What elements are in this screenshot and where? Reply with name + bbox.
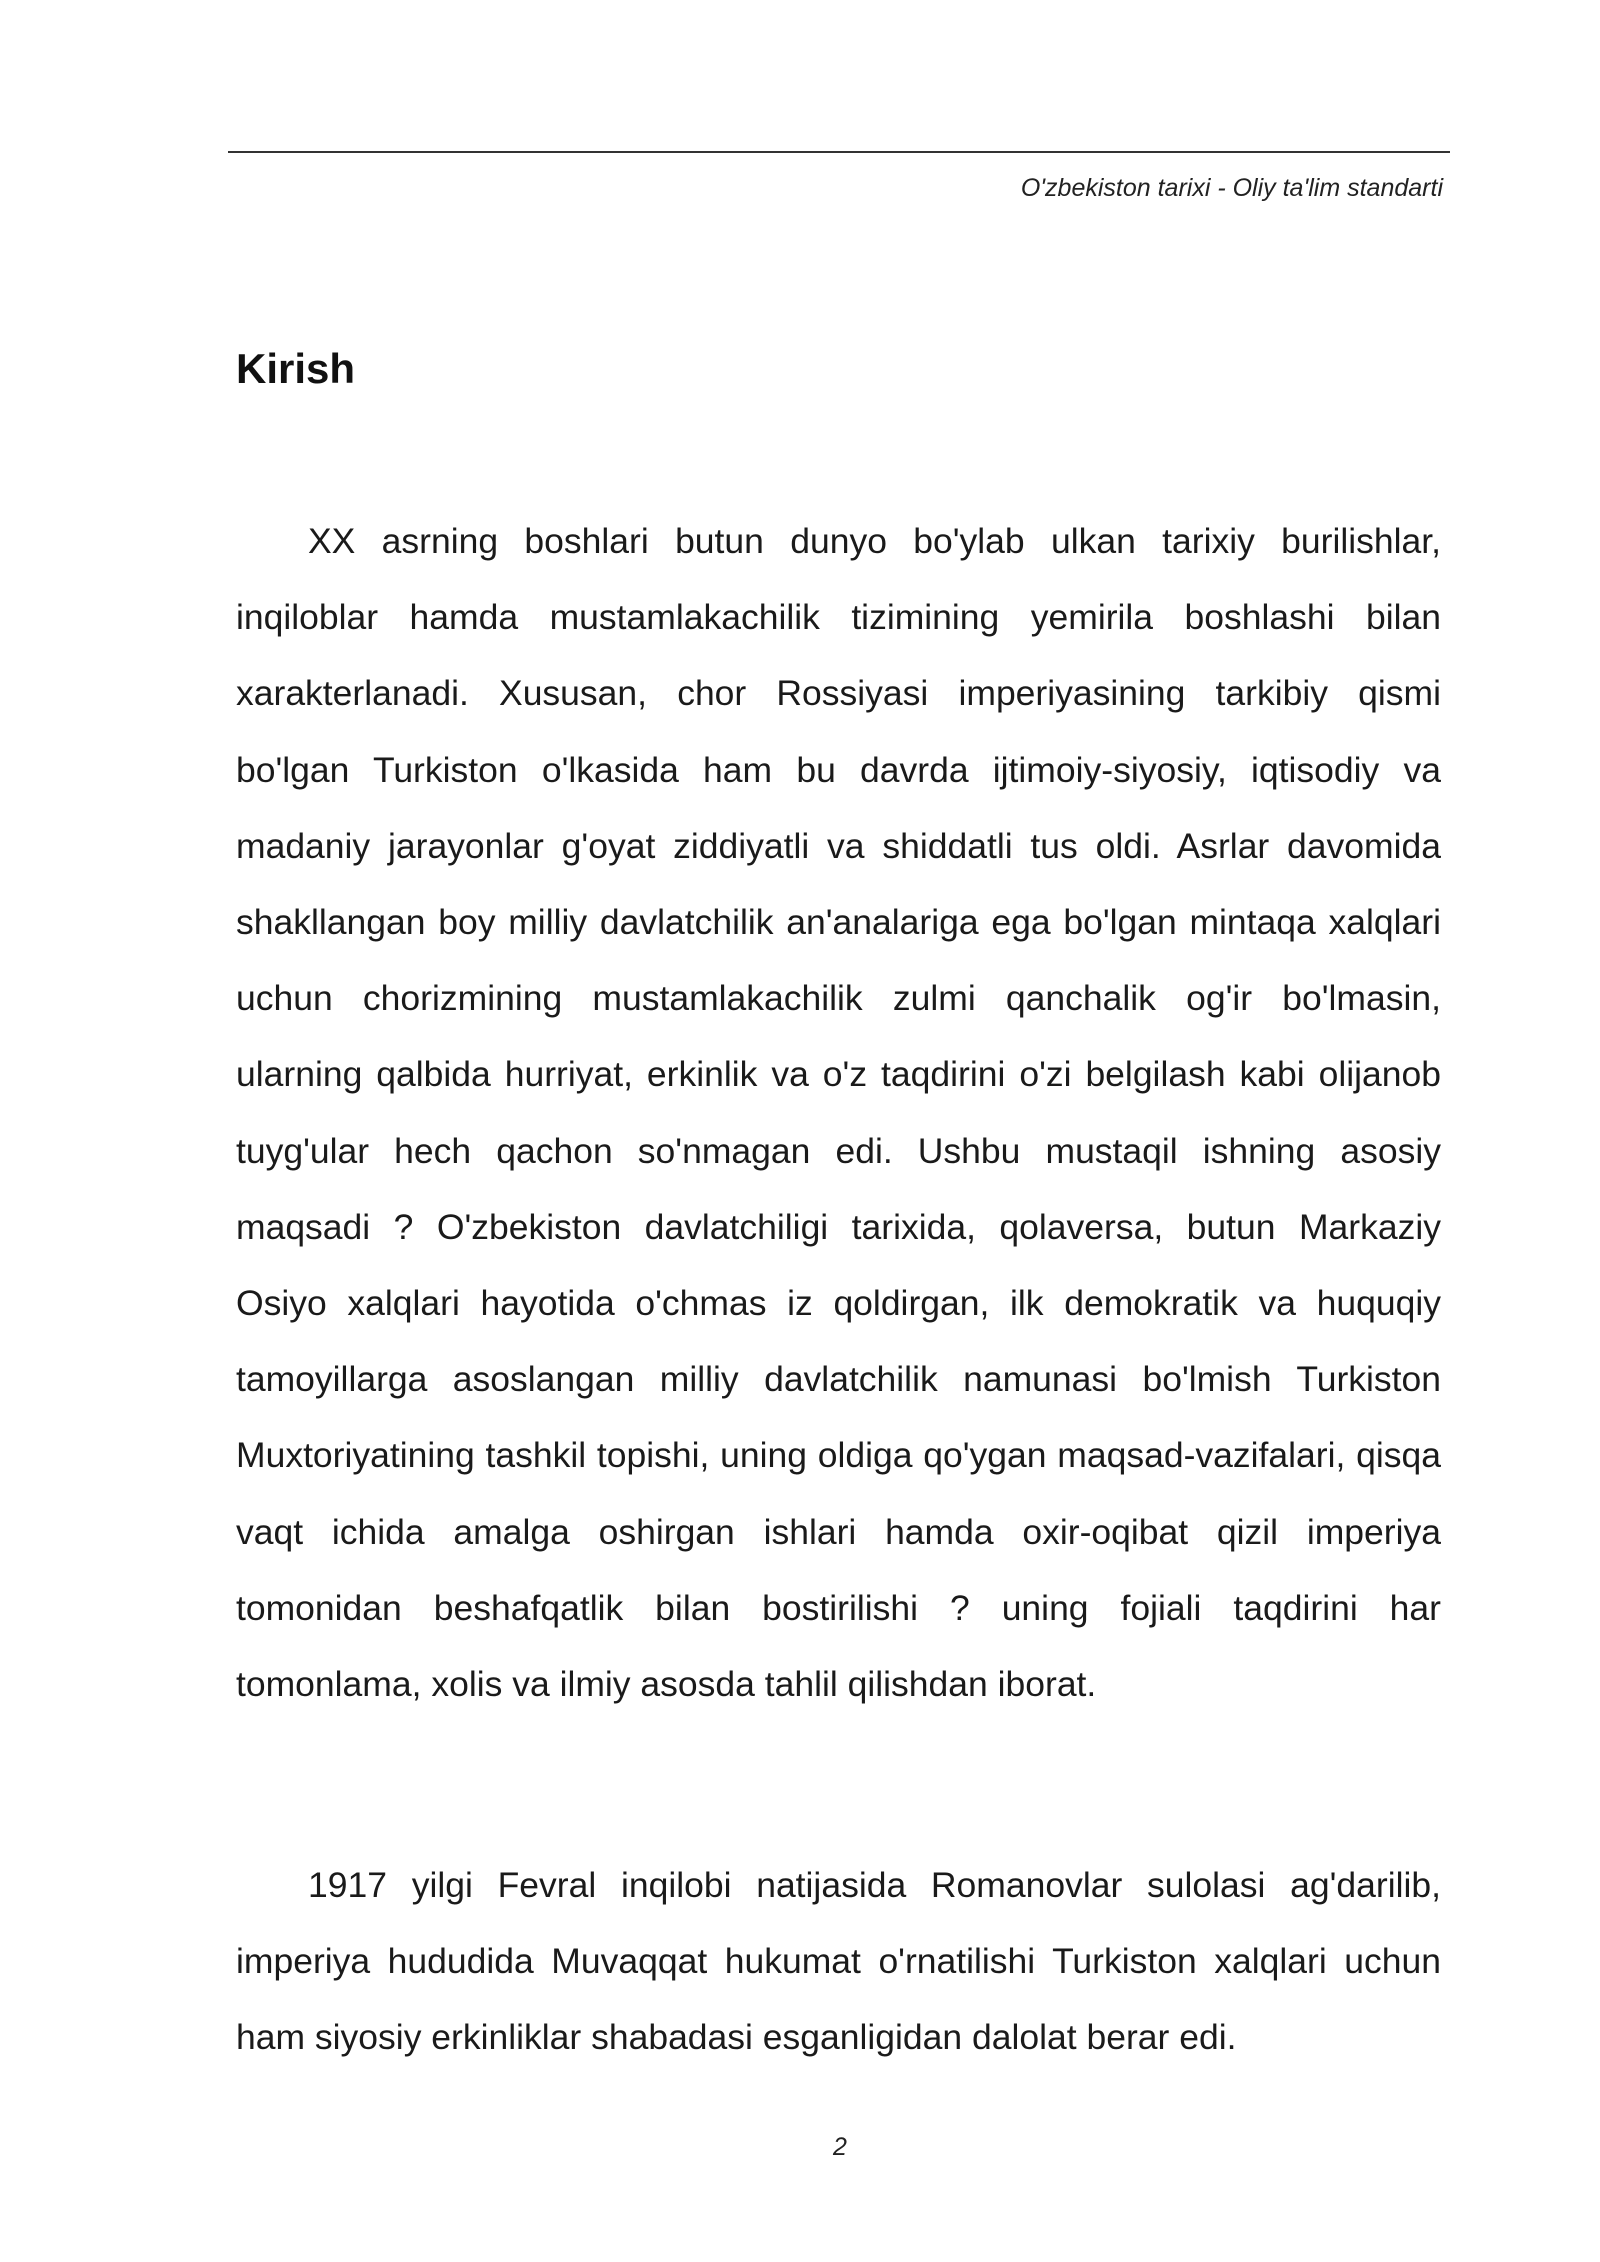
running-header: O'zbekiston tarixi - Oliy ta'lim standarti [1020, 174, 1443, 202]
body-paragraph: XX asrning boshlari butun dunyo bo'ylab ulkan tarixiy burilishlar, inqiloblar hamda mustamlakachilik tizimining yemirila boshlashi bilan xarakterlanadi. Xususan, chor Rossiyasi imperiyasining tarkibiy qismi bo'lgan Turkiston o'lkasida ham bu davrda ijtimoiy-siyosiy, iqtisodiy va madaniy jarayonlar g'oyat ziddiyatli va shiddatli tus oldi. Asrlar davomida shakllangan boy milliy davlatchilik an'analariga ega bo'lgan mintaqa xalqlari uchun chorizmining mustamlakachilik zulmi qanchalik og'ir bo'lmasin, ularning qalbida hurriyat, erkinlik va o'z taqdirini o'zi belgilash kabi olijanob tuyg'ular hech qachon so'nmagan edi. Ushbu mustaqil ishning asosiy maqsadi ? O'zbekiston davlatchiligi tarixida, qolaversa, butun Markaziy Osiyo xalqlari hayotida o'chmas iz qoldirgan, ilk demokratik va huquqiy tamoyillarga asoslangan milliy davlatchilik namunasi bo'lmish Turkiston Muxtoriyatining tashkil topishi, uning oldiga qo'ygan maqsad-vazifalari, qisqa vaqt ichida amalga oshirgan ishlari hamda oxir-oqibat qizil imperiya tomonidan beshafqatlik bilan bostirilishi ? uning fojiali taqdirini har tomonlama, xolis va ilmiy asosda tahlil qilishdan iborat. [236, 521, 1441, 1705]
section-heading: Kirish [236, 345, 356, 392]
header-rule [228, 151, 1450, 153]
page-number: 2 [833, 2133, 847, 2161]
body-paragraph: 1917 yilgi Fevral inqilobi natijasida Romanovlar sulolasi ag'darilib, imperiya hududida Muvaqqat hukumat o'rnatilishi Turkiston xalqlari uchun ham siyosiy erkinliklar shabadasi esganligidan dalolat berar edi. [236, 1865, 1441, 2058]
